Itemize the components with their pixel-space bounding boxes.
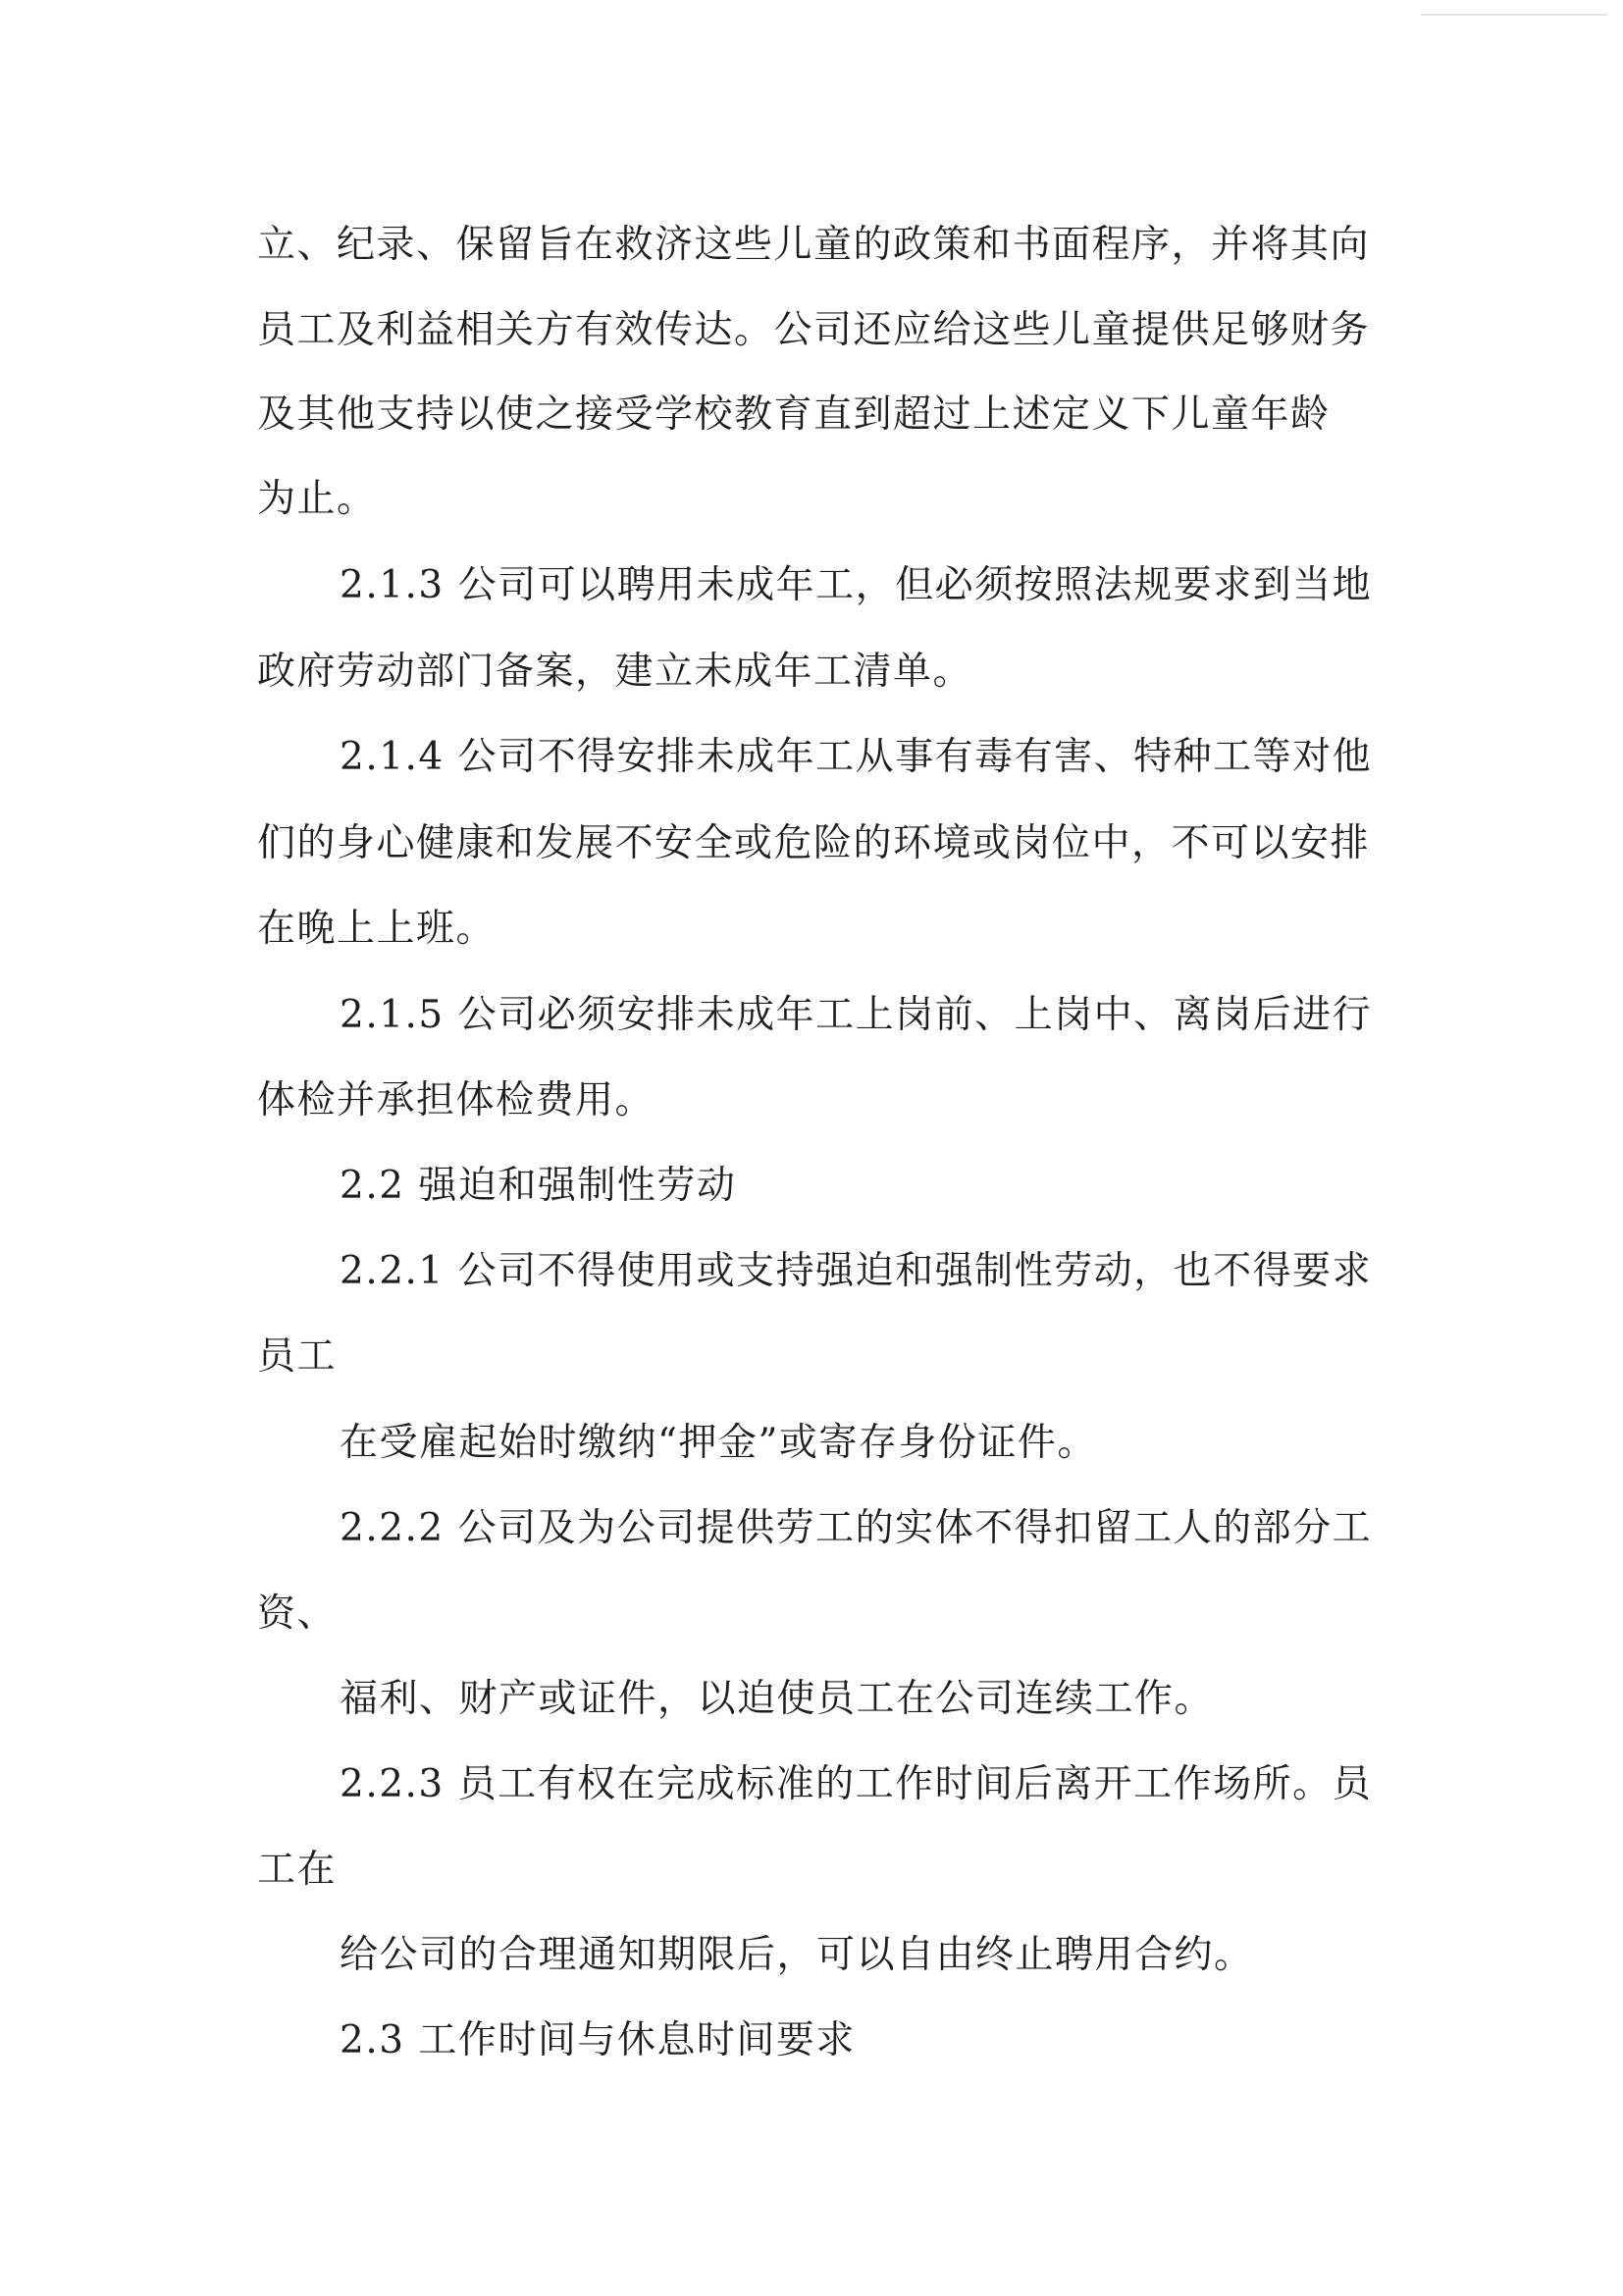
paragraph-2-1-3: 2.1.3 公司可以聘用未成年工，但必须按照法规要求到当地 [340, 563, 1373, 607]
text-line: 及其他支持以使之接受学校教育直到超过上述定义下儿童年龄 [257, 392, 1331, 437]
paragraph-2-2-1: 2.2.1 公司不得使用或支持强迫和强制性劳动，也不得要求 [340, 1249, 1373, 1293]
text-line: 体检并承担体检费用。 [257, 1078, 655, 1122]
section-heading-2-2: 2.2 强迫和强制性劳动 [340, 1164, 737, 1208]
text-line: 员工及利益相关方有效传达。公司还应给这些儿童提供足够财务 [257, 308, 1371, 352]
paragraph-2-2-3: 2.2.3 员工有权在完成标准的工作时间后离开工作场所。员 [340, 1762, 1373, 1806]
text-line: 员工 [257, 1334, 338, 1379]
text-line: 给公司的合理通知期限后，可以自由终止聘用合约。 [340, 1933, 1254, 1977]
text-line: 福利、财产或证件，以迫使员工在公司连续工作。 [340, 1677, 1215, 1721]
text-line: 在受雇起始时缴纳“押金”或寄存身份证件。 [340, 1421, 1097, 1465]
paragraph-2-1-5: 2.1.5 公司必须安排未成年工上岗前、上岗中、离岗后进行 [340, 993, 1373, 1037]
paragraph-2-2-2: 2.2.2 公司及为公司提供劳工的实体不得扣留工人的部分工 [340, 1506, 1373, 1550]
paragraph-2-1-4: 2.1.4 公司不得安排未成年工从事有毒有害、特种工等对他 [340, 735, 1373, 779]
text-line: 资、 [257, 1592, 338, 1636]
text-line: 为止。 [257, 477, 377, 521]
text-line: 在晚上上班。 [257, 907, 497, 951]
text-line: 立、纪录、保留旨在救济这些儿童的政策和书面程序，并将其向 [257, 223, 1371, 267]
text-line: 政府劳动部门备案，建立未成年工清单。 [257, 650, 973, 694]
section-heading-2-3: 2.3 工作时间与休息时间要求 [340, 2018, 856, 2062]
text-line: 工在 [257, 1848, 338, 1892]
text-line: 们的身心健康和发展不安全或危险的环境或岗位中，不可以安排 [257, 821, 1371, 865]
